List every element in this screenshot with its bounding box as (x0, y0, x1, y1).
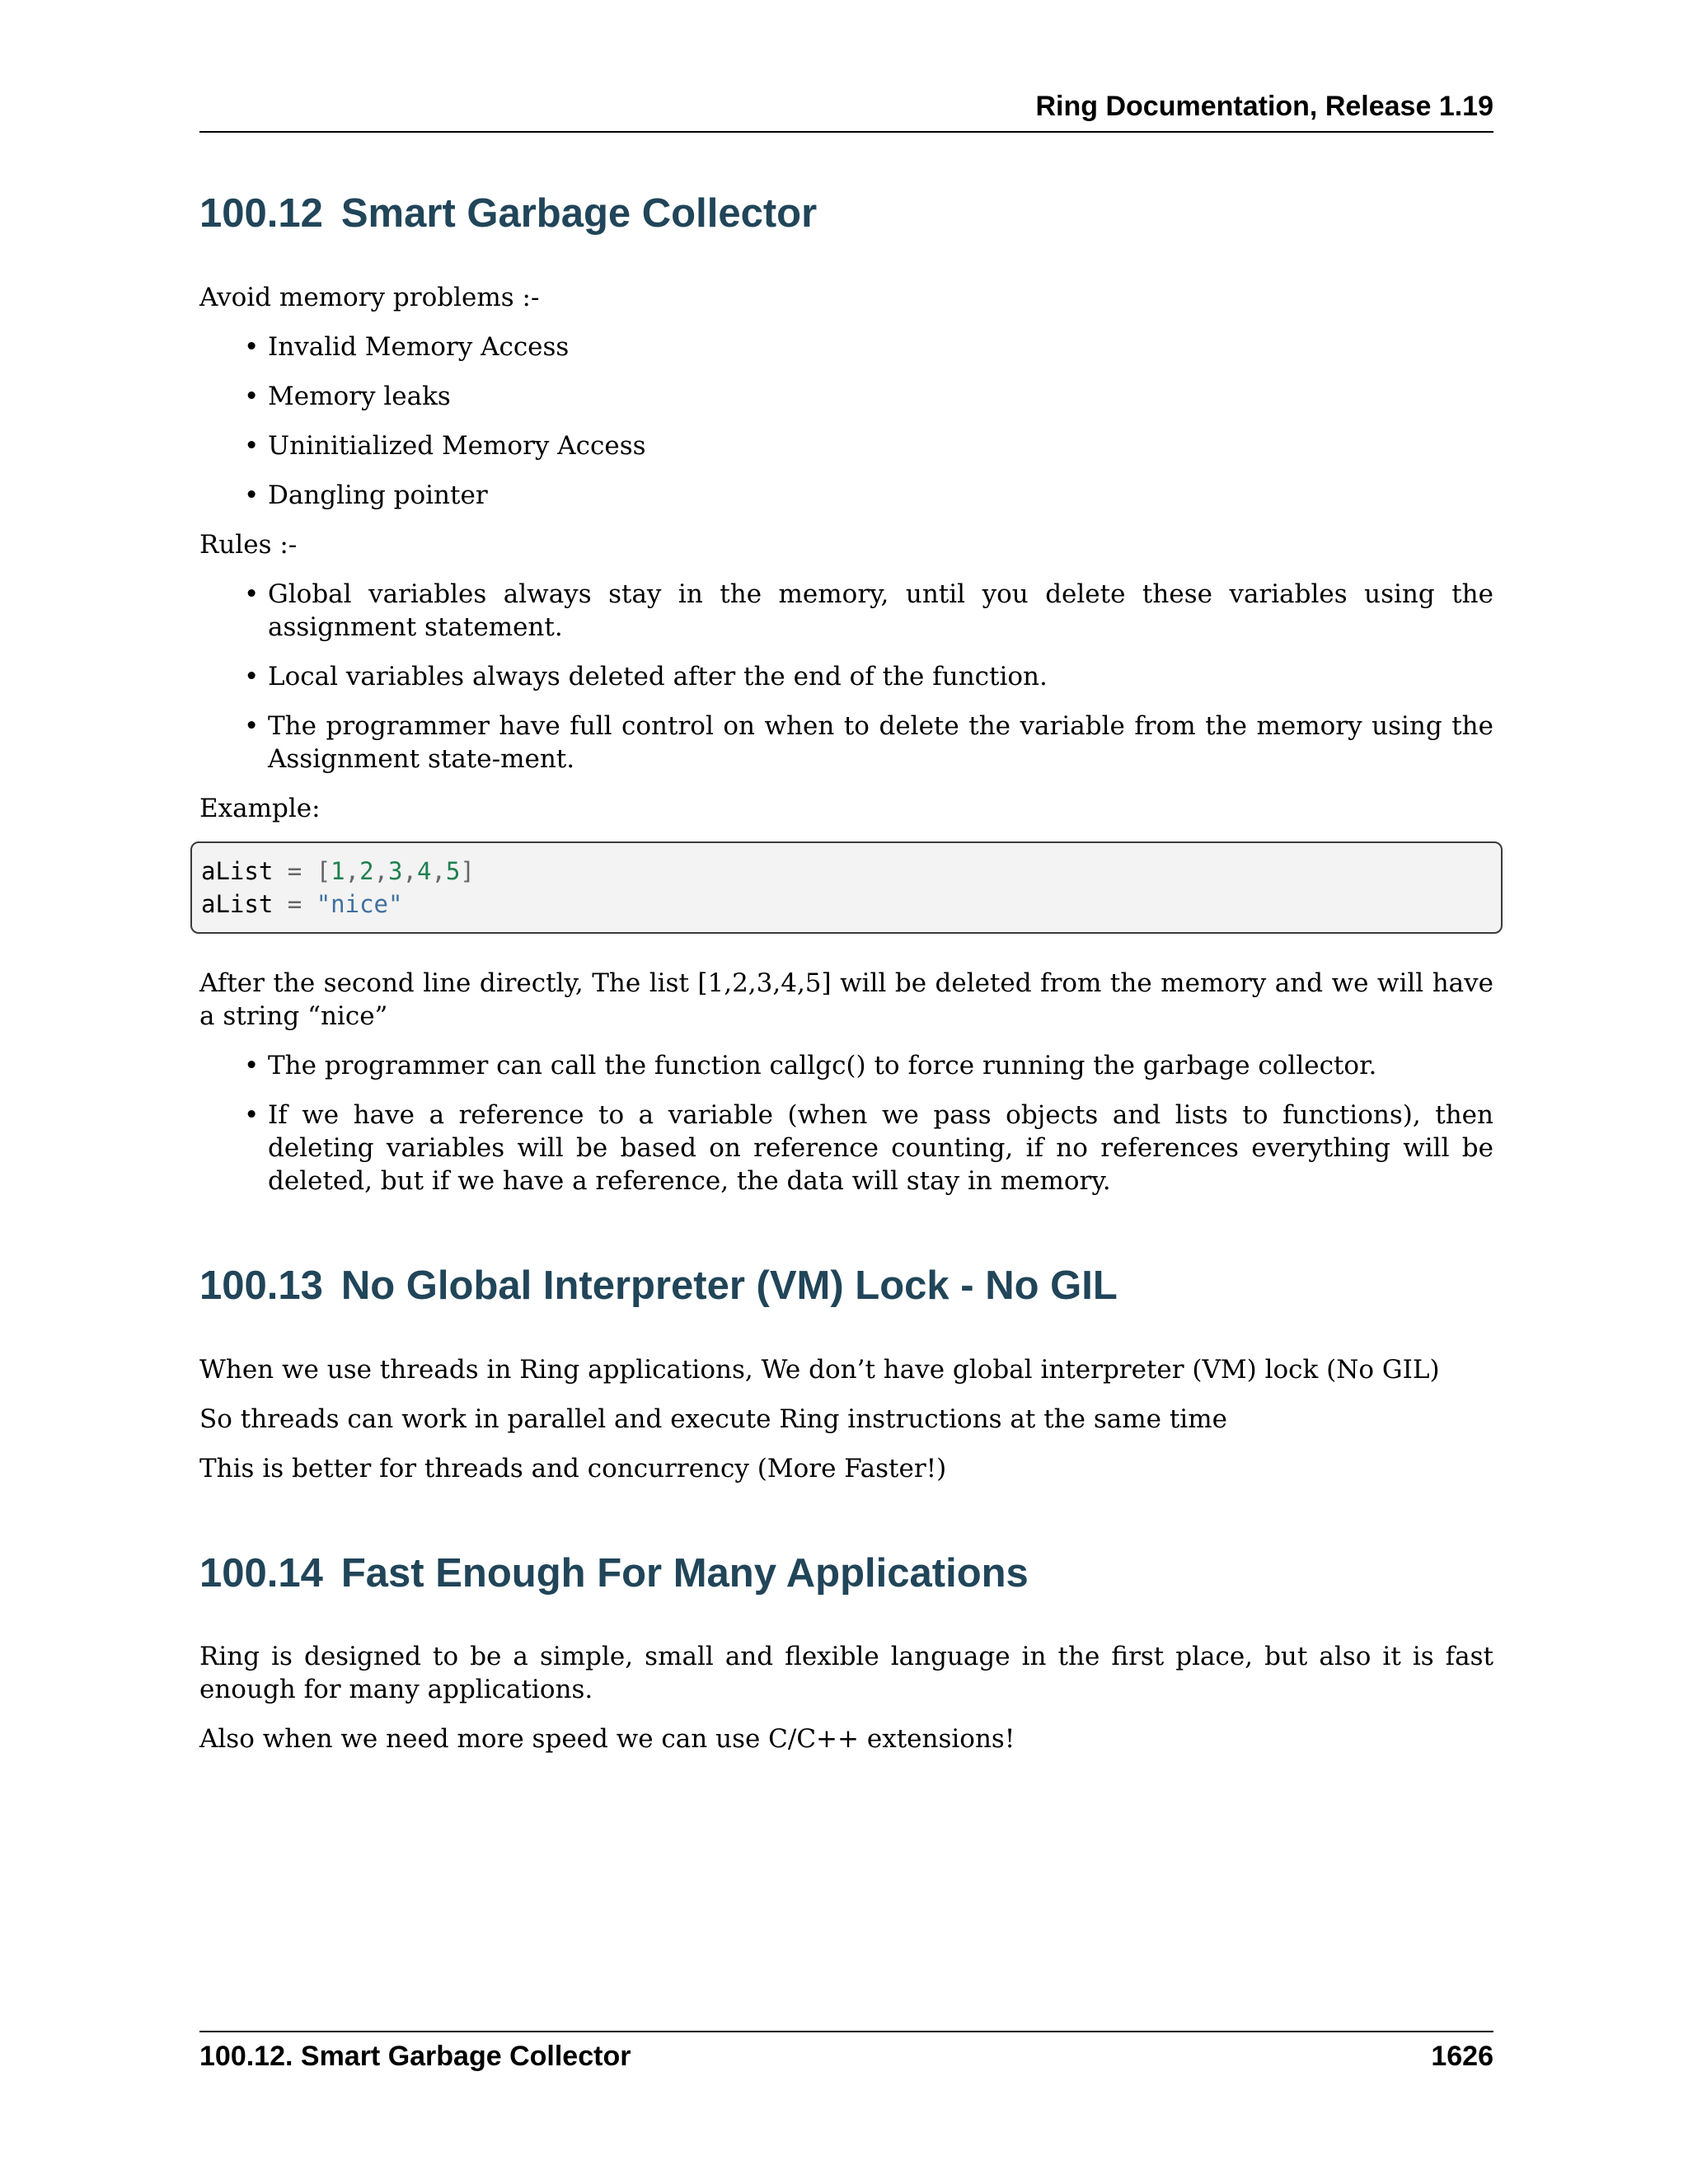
section-number: 100.13 (199, 1263, 323, 1308)
section-heading (199, 1262, 1493, 1310)
list-item: • Memory leaks (244, 381, 451, 411)
paragraph: This is better for threads and concurrency (More Faster!) (199, 1453, 947, 1483)
paragraph: So threads can work in parallel and execute Ring instructions at the same time (199, 1404, 1227, 1434)
list-item: • Uninitialized Memory Access (244, 430, 646, 461)
footer-section: 100.12. Smart Garbage Collector (199, 2041, 631, 2072)
list-item: • If we have a reference to a variable (when we pass objects and lists to functions), then deleting variables will be based on reference counting, if no references everything will be deleted, but if we have a reference, the data will stay in memory. (244, 1099, 1493, 1196)
section-number: 100.12 (199, 191, 323, 236)
bullet-icon: • (244, 331, 260, 362)
example-label: Example: (199, 793, 321, 823)
list-item: • Local variables always deleted after the end of the function. (244, 661, 1048, 691)
section-fast-enough (199, 1549, 1493, 1756)
after-code-paragraph: After the second line directly, The list [1,2,3,4,5] will be deleted from the memory and we will have a string “nice” (199, 968, 1493, 1031)
section-no-gil (199, 1262, 1493, 1485)
section-smart-garbage-collector (199, 190, 1493, 1197)
section-number: 100.14 (199, 1550, 323, 1596)
list-item: • Invalid Memory Access (244, 331, 570, 362)
paragraph: Also when we need more speed we can use C/C++ extensions! (199, 1724, 1015, 1755)
bullet-icon: • (244, 1099, 260, 1130)
section-heading (199, 1549, 1493, 1598)
rules-label: Rules :- (199, 529, 298, 560)
section-title: Fast Enough For Many Applications (340, 1550, 1029, 1596)
gc-points-list (199, 1049, 1493, 1197)
intro-paragraph: Avoid memory problems :- (199, 282, 540, 312)
memory-problems-list (199, 330, 1493, 512)
bullet-icon: • (244, 661, 260, 691)
page-content (199, 190, 1493, 1772)
bullet-icon: • (244, 430, 260, 461)
bullet-icon: • (244, 1050, 260, 1080)
page-number: 1626 (1431, 2041, 1493, 2072)
running-header (199, 91, 1493, 133)
section-title: Smart Garbage Collector (340, 191, 818, 236)
section-heading (199, 190, 1493, 238)
code-block[interactable] (190, 841, 1503, 934)
code-line: aList = "nice" (201, 889, 403, 918)
paragraph: When we use threads in Ring applications, We don’t have global interpreter (VM) lock (No GIL) (199, 1354, 1440, 1385)
list-item: • The programmer have full control on when to delete the variable from the memory using the Assignment state-ment. (244, 710, 1493, 774)
bullet-icon: • (244, 710, 260, 741)
code-line: aList = [1,2,3,4,5] (201, 856, 475, 885)
section-title: No Global Interpreter (VM) Lock - No GIL (340, 1263, 1118, 1308)
paragraph: Ring is designed to be a simple, small and flexible language in the first place, but also it is fast enough for many applications. (199, 1642, 1493, 1705)
document-page (199, 0, 1493, 2184)
running-footer (199, 2031, 1493, 2073)
list-item: • The programmer can call the function callgc() to force running the garbage collector. (244, 1050, 1377, 1080)
rules-list (199, 578, 1493, 776)
list-item: • Dangling pointer (244, 480, 488, 510)
bullet-icon: • (244, 381, 260, 411)
bullet-icon: • (244, 579, 260, 609)
header-title: Ring Documentation, Release 1.19 (1035, 91, 1493, 122)
list-item: • Global variables always stay in the memory, until you delete these variables using the assignment statement. (244, 579, 1493, 642)
bullet-icon: • (244, 480, 260, 510)
